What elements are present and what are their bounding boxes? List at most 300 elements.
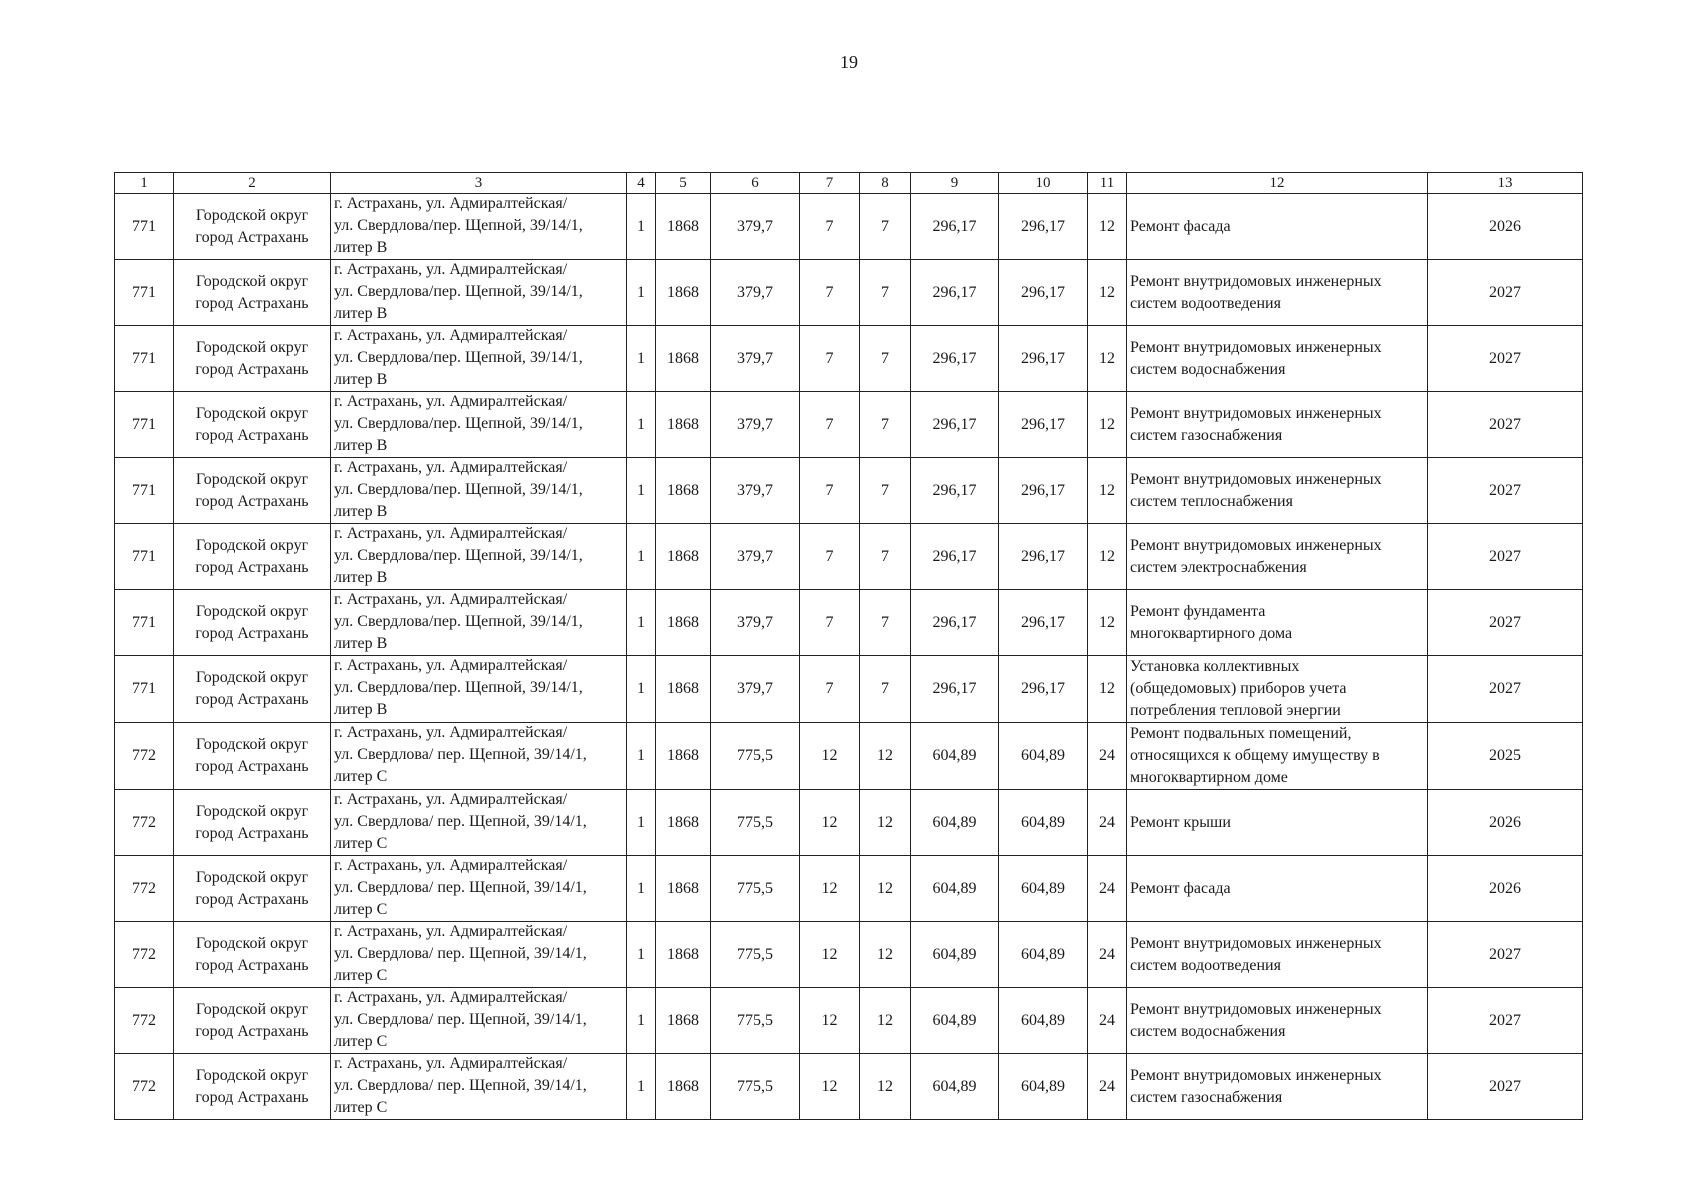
work-type-text: Ремонт внутридомовых инженерных систем водоснабжения [1130,338,1382,378]
area-cell [711,723,800,790]
col7-cell [800,458,860,524]
row-number-text: 772 [132,747,156,764]
municipality-text: Городской округ город Астрахань [195,868,309,908]
municipality-cell [174,524,331,590]
col9-text: 296,17 [932,349,977,367]
municipality-text: Городской округ город Астрахань [195,338,309,378]
col8-text: 12 [877,1077,893,1095]
planned-year-cell [1428,988,1583,1054]
column-header-2: 2 [174,173,331,194]
municipality-cell [174,260,331,326]
col11-cell [1088,194,1127,260]
column-header-4: 4 [627,173,656,194]
col4-cell [627,656,656,723]
col9-cell [911,326,999,392]
year-built-cell [656,790,711,856]
municipality-cell [174,922,331,988]
col4-cell [627,1054,656,1120]
address-text: г. Астрахань, ул. Адмиралтейская/ ул. Свердлова/пер. Щепной, 39/14/1, литер В [334,195,583,256]
col11-text: 24 [1099,879,1115,897]
planned-year-cell [1428,260,1583,326]
work-type-text: Ремонт фасада [1130,217,1231,235]
planned-year-cell [1428,723,1583,790]
year-built-text: 1868 [667,1011,699,1029]
planned-year-text: 2027 [1489,945,1521,963]
col11-text: 24 [1099,1077,1115,1095]
col10-text: 296,17 [1021,349,1065,367]
row-number-text: 772 [132,813,156,831]
col7-cell [800,392,860,458]
year-built-text: 1868 [667,547,699,565]
planned-year-cell [1428,656,1583,723]
table-row [115,458,1583,524]
planned-year-text: 2025 [1489,747,1521,764]
table-row [115,790,1583,856]
municipality-cell [174,723,331,790]
col7-text: 12 [821,1077,838,1095]
col4-text: 1 [637,879,645,897]
address-cell [331,723,627,790]
col7-text: 7 [825,415,834,433]
area-cell [711,988,800,1054]
col7-text: 12 [821,747,838,764]
work-type-cell [1127,1054,1428,1120]
area-cell [711,392,800,458]
col4-cell [627,326,656,392]
address-cell [331,458,627,524]
col4-text: 1 [637,747,645,764]
col8-text: 7 [881,349,889,367]
municipality-text: Городской округ город Астрахань [195,1000,309,1040]
table-row [115,656,1583,723]
work-type-cell [1127,590,1428,656]
row-number-cell [115,656,174,723]
work-type-cell [1127,988,1428,1054]
capital-repair-table [114,172,1583,1120]
address-text: г. Астрахань, ул. Адмиралтейская/ ул. Свердлова/пер. Щепной, 39/14/1, литер В [334,261,583,322]
col9-text: 296,17 [932,547,977,565]
area-cell [711,922,800,988]
municipality-cell [174,326,331,392]
col8-cell [860,1054,911,1120]
column-header-1: 1 [115,173,174,194]
column-header-10: 10 [999,173,1088,194]
municipality-cell [174,790,331,856]
year-built-text: 1868 [667,349,699,367]
col8-cell [860,260,911,326]
planned-year-cell [1428,524,1583,590]
table-row [115,988,1583,1054]
work-type-text: Ремонт фасада [1130,879,1231,897]
col10-text: 604,89 [1021,945,1065,963]
area-text: 379,7 [737,547,773,565]
row-number-cell [115,524,174,590]
column-header-5: 5 [656,173,711,194]
municipality-text: Городской округ город Астрахань [195,536,309,576]
column-header-8: 8 [860,173,911,194]
area-cell [711,458,800,524]
col7-text: 7 [825,613,834,631]
area-text: 775,5 [737,747,773,764]
address-cell [331,656,627,723]
planned-year-cell [1428,790,1583,856]
year-built-cell [656,922,711,988]
col4-text: 1 [637,813,645,831]
col8-text: 7 [881,415,889,433]
year-built-cell [656,458,711,524]
work-type-cell [1127,922,1428,988]
col7-cell [800,260,860,326]
col10-cell [999,723,1088,790]
area-cell [711,194,800,260]
col4-cell [627,458,656,524]
col10-cell [999,656,1088,723]
planned-year-text: 2027 [1489,547,1521,565]
col8-cell [860,656,911,723]
col11-cell [1088,988,1127,1054]
column-header-13: 13 [1428,173,1583,194]
planned-year-cell [1428,1054,1583,1120]
col9-text: 296,17 [932,415,977,433]
area-cell [711,326,800,392]
col11-cell [1088,790,1127,856]
col11-cell [1088,656,1127,723]
area-cell [711,790,800,856]
address-text: г. Астрахань, ул. Адмиралтейская/ ул. Свердлова/ пер. Щепной, 39/14/1, литер С [334,857,587,918]
work-type-text: Ремонт крыши [1130,813,1231,831]
municipality-cell [174,458,331,524]
row-number-cell [115,590,174,656]
col10-cell [999,524,1088,590]
col7-cell [800,194,860,260]
row-number-text: 771 [132,217,156,235]
address-cell [331,1054,627,1120]
year-built-text: 1868 [667,945,699,963]
col9-cell [911,392,999,458]
col9-text: 604,89 [932,945,977,963]
col10-text: 296,17 [1021,283,1065,301]
column-header-11: 11 [1088,173,1127,194]
address-cell [331,922,627,988]
work-type-text: Установка коллективных (общедомовых) приборов учета потребления тепловой энергии [1130,658,1347,719]
year-built-cell [656,326,711,392]
planned-year-cell [1428,326,1583,392]
address-cell [331,392,627,458]
row-number-text: 772 [132,1077,156,1095]
col7-text: 7 [825,547,834,565]
work-type-text: Ремонт внутридомовых инженерных систем газоснабжения [1130,1066,1382,1106]
address-cell [331,988,627,1054]
year-built-cell [656,392,711,458]
area-cell [711,590,800,656]
work-type-text: Ремонт внутридомовых инженерных систем водоснабжения [1130,1000,1382,1040]
col8-text: 7 [881,613,889,631]
area-text: 775,5 [737,813,773,831]
table-row [115,260,1583,326]
table-row [115,922,1583,988]
col9-text: 296,17 [932,613,977,631]
col7-text: 7 [825,349,834,367]
col8-cell [860,194,911,260]
address-text: г. Астрахань, ул. Адмиралтейская/ ул. Свердлова/ пер. Щепной, 39/14/1, литер С [334,923,587,984]
col4-text: 1 [637,1077,645,1095]
address-text: г. Астрахань, ул. Адмиралтейская/ ул. Свердлова/ пер. Щепной, 39/14/1, литер С [334,724,587,785]
col11-text: 12 [1099,613,1115,631]
work-type-cell [1127,856,1428,922]
planned-year-cell [1428,392,1583,458]
table-body [115,194,1583,1120]
row-number-cell [115,194,174,260]
col7-text: 7 [825,283,834,301]
col8-cell [860,326,911,392]
col11-cell [1088,922,1127,988]
col11-text: 12 [1099,680,1115,697]
col10-cell [999,194,1088,260]
address-text: г. Астрахань, ул. Адмиралтейская/ ул. Свердлова/ пер. Щепной, 39/14/1, литер С [334,791,587,852]
col4-text: 1 [637,481,645,499]
planned-year-text: 2027 [1489,1011,1521,1029]
col4-cell [627,524,656,590]
col4-text: 1 [637,283,645,301]
col7-cell [800,656,860,723]
municipality-text: Городской округ город Астрахань [195,404,309,444]
column-header-9: 9 [911,173,999,194]
col4-cell [627,856,656,922]
area-text: 775,5 [737,879,773,897]
col11-text: 12 [1099,349,1115,367]
work-type-cell [1127,790,1428,856]
col9-cell [911,656,999,723]
col7-cell [800,723,860,790]
col10-text: 604,89 [1021,1077,1065,1095]
area-text: 379,7 [737,217,773,235]
address-cell [331,590,627,656]
municipality-cell [174,656,331,723]
col10-cell [999,1054,1088,1120]
col4-cell [627,988,656,1054]
col10-cell [999,590,1088,656]
col9-cell [911,260,999,326]
col8-text: 7 [881,547,889,565]
address-text: г. Астрахань, ул. Адмиралтейская/ ул. Свердлова/пер. Щепной, 39/14/1, литер В [334,459,583,520]
area-text: 775,5 [737,945,773,963]
col8-text: 7 [881,283,889,301]
col7-text: 12 [821,813,838,831]
area-text: 379,7 [737,349,773,367]
col11-text: 12 [1099,415,1115,433]
work-type-cell [1127,260,1428,326]
table-header-row [115,173,1583,194]
year-built-text: 1868 [667,813,699,831]
municipality-text: Городской округ город Астрахань [195,602,309,642]
col11-cell [1088,524,1127,590]
area-cell [711,1054,800,1120]
row-number-text: 772 [132,1011,156,1029]
col8-text: 12 [877,1011,893,1029]
area-text: 379,7 [737,613,773,631]
year-built-cell [656,656,711,723]
col11-text: 12 [1099,547,1115,565]
area-text: 379,7 [737,283,773,301]
year-built-text: 1868 [667,1077,699,1095]
planned-year-text: 2027 [1489,415,1521,433]
col7-cell [800,790,860,856]
row-number-text: 771 [132,415,156,433]
area-cell [711,524,800,590]
planned-year-text: 2026 [1489,217,1521,235]
row-number-text: 772 [132,945,156,963]
planned-year-text: 2026 [1489,813,1521,831]
col10-text: 296,17 [1021,613,1065,631]
row-number-text: 772 [132,879,156,897]
col7-text: 12 [821,945,838,963]
col4-text: 1 [637,945,645,963]
address-cell [331,194,627,260]
planned-year-text: 2027 [1489,613,1521,631]
year-built-cell [656,988,711,1054]
col8-cell [860,988,911,1054]
municipality-cell [174,194,331,260]
row-number-cell [115,326,174,392]
col4-text: 1 [637,217,645,235]
row-number-cell [115,260,174,326]
col7-text: 12 [821,879,838,897]
municipality-text: Городской округ город Астрахань [195,802,309,842]
col11-text: 12 [1099,283,1115,301]
col9-text: 604,89 [932,1011,977,1029]
area-text: 775,5 [737,1011,773,1029]
col8-cell [860,723,911,790]
municipality-text: Городской округ город Астрахань [195,669,309,708]
municipality-text: Городской округ город Астрахань [195,736,309,775]
col9-cell [911,524,999,590]
row-number-text: 771 [132,613,156,631]
planned-year-text: 2027 [1489,283,1521,301]
col9-text: 296,17 [932,680,977,697]
col10-text: 296,17 [1021,481,1065,499]
planned-year-cell [1428,458,1583,524]
table-row [115,723,1583,790]
col11-cell [1088,856,1127,922]
work-type-text: Ремонт подвальных помещений, относящихся к общему имуществу в многоквартирном доме [1130,725,1380,786]
col9-cell [911,723,999,790]
col10-text: 604,89 [1021,879,1065,897]
area-text: 379,7 [737,481,773,499]
work-type-cell [1127,392,1428,458]
col8-text: 12 [877,747,893,764]
year-built-cell [656,856,711,922]
col8-text: 7 [881,217,889,235]
table-row [115,524,1583,590]
year-built-cell [656,723,711,790]
table-row [115,392,1583,458]
col4-text: 1 [637,349,645,367]
col10-text: 296,17 [1021,217,1065,235]
col8-cell [860,790,911,856]
col4-text: 1 [637,1011,645,1029]
row-number-cell [115,458,174,524]
col8-cell [860,856,911,922]
col9-text: 604,89 [932,879,977,897]
area-text: 379,7 [737,680,773,697]
table-row [115,590,1583,656]
work-type-text: Ремонт фундамента многоквартирного дома [1130,602,1293,642]
planned-year-cell [1428,194,1583,260]
municipality-text: Городской округ город Астрахань [195,206,309,246]
col10-cell [999,392,1088,458]
col8-text: 12 [877,813,893,831]
work-type-text: Ремонт внутридомовых инженерных систем теплоснабжения [1130,470,1382,510]
address-text: г. Астрахань, ул. Адмиралтейская/ ул. Свердлова/пер. Щепной, 39/14/1, литер В [334,525,583,586]
year-built-text: 1868 [667,217,699,235]
year-built-cell [656,1054,711,1120]
col9-text: 296,17 [932,217,977,235]
col9-cell [911,194,999,260]
col7-text: 7 [825,217,834,235]
planned-year-cell [1428,590,1583,656]
col8-text: 12 [877,879,893,897]
municipality-text: Городской округ город Астрахань [195,934,309,974]
col4-text: 1 [637,547,645,565]
col10-cell [999,922,1088,988]
col11-text: 12 [1099,481,1115,499]
col7-cell [800,856,860,922]
row-number-cell [115,988,174,1054]
planned-year-cell [1428,922,1583,988]
row-number-text: 771 [132,680,156,697]
col9-cell [911,988,999,1054]
planned-year-cell [1428,856,1583,922]
municipality-cell [174,590,331,656]
row-number-cell [115,1054,174,1120]
address-text: г. Астрахань, ул. Адмиралтейская/ ул. Свердлова/пер. Щепной, 39/14/1, литер В [334,393,583,454]
col10-text: 296,17 [1021,415,1065,433]
row-number-cell [115,723,174,790]
col10-cell [999,856,1088,922]
col7-cell [800,988,860,1054]
table-row [115,326,1583,392]
col10-cell [999,326,1088,392]
address-cell [331,524,627,590]
work-type-cell [1127,723,1428,790]
col11-cell [1088,1054,1127,1120]
year-built-cell [656,194,711,260]
col9-cell [911,790,999,856]
col4-cell [627,922,656,988]
col10-cell [999,790,1088,856]
col11-cell [1088,458,1127,524]
col4-cell [627,790,656,856]
col10-text: 604,89 [1021,1011,1065,1029]
col7-text: 7 [825,680,834,697]
col9-text: 604,89 [932,1077,977,1095]
col11-text: 24 [1099,1011,1115,1029]
row-number-cell [115,790,174,856]
col4-text: 1 [637,415,645,433]
address-text: г. Астрахань, ул. Адмиралтейская/ ул. Свердлова/ пер. Щепной, 39/14/1, литер С [334,989,587,1050]
col7-cell [800,1054,860,1120]
col9-cell [911,856,999,922]
year-built-text: 1868 [667,879,699,897]
col9-cell [911,458,999,524]
municipality-text: Городской округ город Астрахань [195,272,309,312]
planned-year-text: 2027 [1489,680,1521,697]
area-cell [711,260,800,326]
municipality-cell [174,988,331,1054]
col4-cell [627,194,656,260]
col4-cell [627,590,656,656]
col11-cell [1088,326,1127,392]
